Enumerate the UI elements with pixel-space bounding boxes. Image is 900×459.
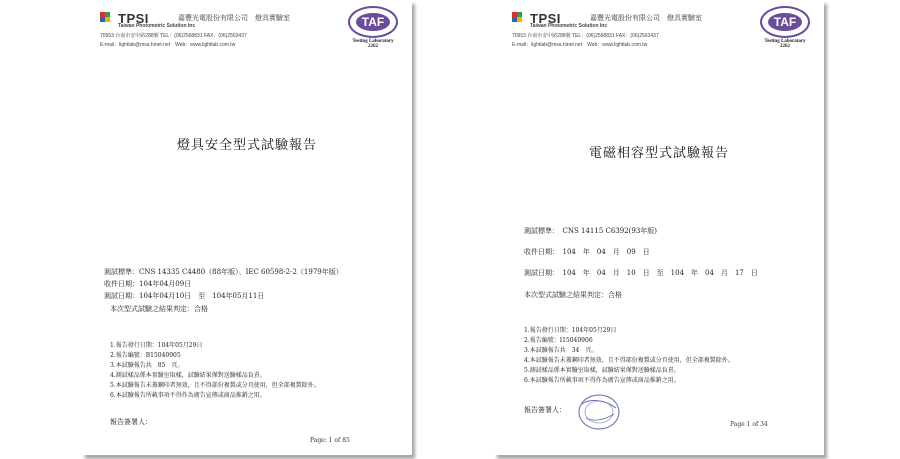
- tpsi-logo-icon: [512, 12, 528, 24]
- taf-number: 2262: [368, 44, 378, 49]
- note-4: 4.本試驗報告未蓋鋼印者無效，且不得部份複製或分頁使用，但全部複製除外。: [524, 357, 734, 364]
- taf-text: TAF: [356, 13, 390, 31]
- test-date: 測試日期：104年04月10日 至 104年05月11日: [104, 292, 265, 300]
- note-6: 6.本試驗報告所載事項不得作為廣告宣傳或商品推銷之用。: [524, 377, 680, 384]
- taf-logo-icon: [760, 6, 810, 38]
- taf-label: Testing Laboratory: [764, 39, 806, 44]
- verdict: 本次型式試驗之結果判定：合格: [110, 305, 208, 313]
- tpsi-logo-icon: [100, 12, 116, 24]
- logo-text: TPSI: [530, 10, 561, 26]
- note-3: 3.本試驗報告共 34 頁。: [524, 347, 598, 354]
- taf-badge: [346, 6, 400, 49]
- report-title: 燈具安全型式試驗報告: [176, 138, 317, 153]
- test-standard: 測試標準： CNS 14115 C6392(93年版): [524, 227, 658, 235]
- note-4: 4.測試樣品係本實驗室取樣，試驗結果僅對送驗樣品負責。: [110, 372, 266, 379]
- note-2: 2.報告編號：I15040906: [524, 337, 593, 344]
- signatory-label: 報告簽署人：: [524, 406, 566, 414]
- report-title: 電磁相容型式試驗報告: [588, 146, 729, 161]
- report-page-safety: [82, 0, 412, 455]
- taf-logo-icon: [348, 6, 398, 38]
- company-contact: E-mail：lightlab@msa.hinet.net Web：www.lightlab.com.tw: [100, 42, 236, 48]
- received-date: 收件日期：104年04月09日: [104, 280, 192, 288]
- taf-number: 2262: [780, 44, 790, 49]
- note-2: 2.報告編號：B15040905: [110, 352, 181, 359]
- note-1: 1.報告發行日期：104年05月29日: [110, 342, 203, 349]
- note-5: 5.本試驗報告未蓋鋼印者無效，且不得部份複製或分頁使用，但全部複製除外。: [110, 382, 320, 389]
- verdict: 本次型式試驗之結果判定：合格: [524, 291, 622, 299]
- test-date: 測試日期： 104 年 04 月 10 日 至 104 年 04 月 17 日: [524, 269, 758, 277]
- company-address: 70953 台南市安中路288號 TEL：(06)2568831 FAX：(06)2563437: [512, 33, 659, 39]
- company-address: 70953 台南市安中路288號 TEL：(06)2568831 FAX：(06)2563437: [100, 33, 247, 39]
- note-1: 1.報告發行日期：104年05月29日: [524, 327, 617, 334]
- page-number: Page: 1 of 85: [310, 437, 350, 444]
- note-6: 6.本試驗報告所載事項不得作為廣告宣傳或商品推銷之用。: [110, 392, 266, 399]
- company-name: 嘉豐光電股份有限公司 燈具實驗室: [178, 14, 290, 22]
- taf-badge: [758, 6, 812, 49]
- note-5: 5.測試樣品係本實驗室取樣，試驗結果僅對送驗樣品負責。: [524, 367, 680, 374]
- logo-text: TPSI: [118, 10, 149, 26]
- taf-text: TAF: [768, 13, 802, 31]
- test-standard: 測試標準：CNS 14335 C4480（88年版）、IEC 60598-2-2（1979年版）: [104, 268, 343, 276]
- received-date: 收件日期： 104 年 04 月 09 日: [524, 248, 650, 256]
- logo-subtitle: Taiwan Photometric Solution Inc: [530, 23, 608, 29]
- note-3: 3.本試驗報告共 85 頁。: [110, 362, 184, 369]
- company-name: 嘉豐光電股份有限公司 燈具實驗室: [590, 14, 702, 22]
- company-seal-icon: [576, 392, 622, 432]
- company-contact: E-mail：lightlab@msa.hinet.net Web：www.lightlab.com.tw: [512, 42, 648, 48]
- logo-subtitle: Taiwan Photometric Solution Inc: [118, 23, 196, 29]
- page-number: Page 1 of 34: [730, 421, 768, 428]
- letterhead: [512, 10, 812, 70]
- taf-label: Testing Laboratory: [352, 39, 394, 44]
- report-page-emc: [494, 0, 824, 455]
- letterhead: [100, 10, 400, 70]
- signatory-label: 報告簽署人：: [110, 418, 152, 426]
